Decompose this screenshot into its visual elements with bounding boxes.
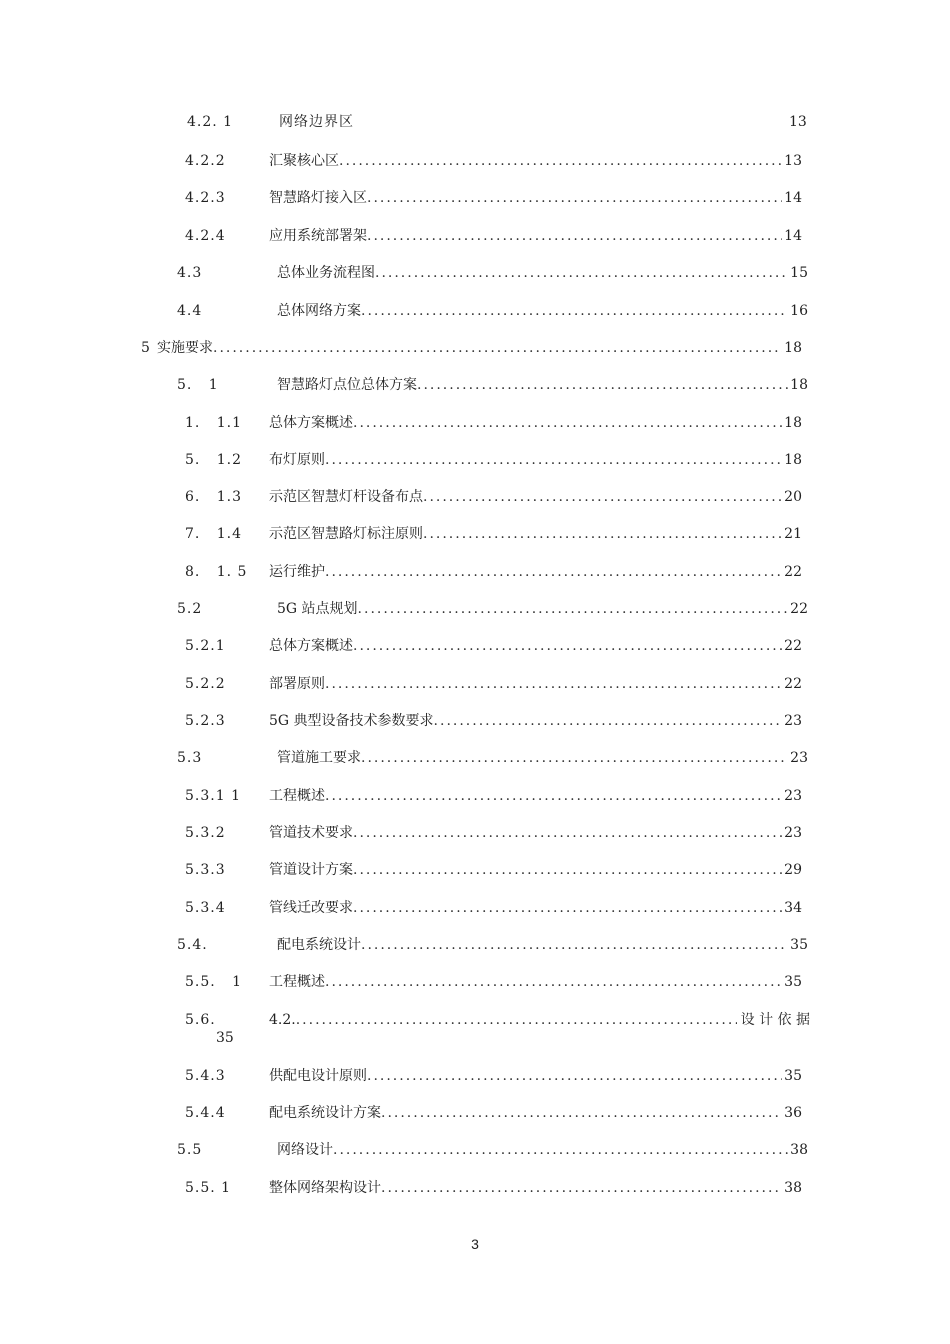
toc-leader-dots [213,337,782,359]
toc-title: 管道技术要求 [269,825,353,841]
toc-title: 总体方案概述 [269,415,353,431]
toc-number: 5.3.1 1 [185,788,241,804]
toc-entry[interactable] [0,561,950,583]
toc-title: 供配电设计原则 [269,1068,367,1084]
toc-number: 5.4.3 [185,1068,226,1084]
toc-entry[interactable] [0,673,950,695]
toc-number: 1. 1.1 [185,415,242,431]
toc-leader-dots [434,710,783,732]
toc-number: 6. 1.3 [185,489,242,505]
toc-leader-dots [325,785,782,807]
toc-leader-dots [367,187,782,209]
toc-number: 7. 1.4 [185,526,242,542]
toc-leader-dots [353,859,782,881]
toc-entry[interactable] [0,337,950,359]
toc-number: 5.3.4 [185,900,226,916]
toc-title: 运行维护 [269,564,325,580]
toc-number: 5. 1.2 [185,452,242,468]
toc-number: 5.3.3 [185,862,226,878]
toc-leader-dots [367,1065,782,1087]
toc-title: 网络设计 [277,1142,333,1158]
toc-entry[interactable] [0,635,950,657]
toc-page-number: 29 [784,862,802,878]
page-footer-number: 3 [471,1236,479,1252]
toc-title: 布灯原则 [269,452,325,468]
toc-page-number: 35 [216,1030,234,1046]
toc-page-number: 18 [784,452,802,468]
toc-number: 5.5. 1 [185,1180,232,1196]
toc-page-number: 23 [784,713,802,729]
toc-number: 5.3 [177,750,203,766]
toc-page-number: 22 [784,638,802,654]
toc-number: 5.6. [185,1012,216,1028]
toc-title: 部署原则 [269,676,325,692]
toc-entry[interactable] [0,187,950,209]
toc-leader-dots [417,374,788,396]
toc-title: 示范区智慧灯杆设备布点 [269,489,423,505]
toc-entry[interactable] [0,262,950,284]
toc-entry[interactable] [0,150,950,172]
toc-entry[interactable] [0,785,950,807]
toc-entry[interactable] [0,1065,950,1087]
toc-entry[interactable] [0,971,950,993]
toc-page-number: 22 [790,601,808,617]
toc-page-number: 38 [790,1142,808,1158]
toc-leader-dots [361,934,788,956]
toc-title: 应用系统部署架 [269,228,367,244]
toc-page-number: 18 [790,377,808,393]
toc-page-number: 22 [784,676,802,692]
toc-page-number: 18 [784,415,802,431]
toc-page-number: 22 [784,564,802,580]
toc-entry[interactable] [0,412,950,434]
toc-leader-dots [296,1009,737,1031]
toc-page-number: 34 [784,900,802,916]
toc-page-number: 23 [784,788,802,804]
toc-leader-dots [361,300,788,322]
toc-entry[interactable] [0,934,950,956]
toc-title: 网络边界区 [279,114,354,130]
toc-title: 配电系统设计方案 [269,1105,381,1121]
toc-number: 5 [141,340,151,356]
toc-leader-dots [381,1177,782,1199]
toc-entry[interactable] [0,225,950,247]
toc-leader-dots [353,897,782,919]
toc-number: 5.2.1 [185,638,226,654]
toc-leader-dots [325,449,782,471]
toc-leader-dots [381,1102,782,1124]
toc-leader-dots [423,523,782,545]
toc-number: 8. 1. 5 [185,564,248,580]
toc-leader-dots [367,225,782,247]
toc-number: 5.2.3 [185,713,226,729]
toc-leader-dots [375,262,788,284]
toc-entry[interactable] [0,859,950,881]
toc-title: 管线迁改要求 [269,900,353,916]
toc-number: 5.4.4 [185,1105,226,1121]
toc-entry[interactable] [0,1139,950,1161]
toc-title: 管道设计方案 [269,862,353,878]
toc-number: 5. 1 [177,377,219,393]
toc-leader-dots [333,1139,788,1161]
toc-leader-dots [353,412,782,434]
toc-title: 整体网络架构设计 [269,1180,381,1196]
toc-leader-dots [358,598,789,620]
toc-number: 4.4 [177,303,203,319]
toc-number: 5.5 [177,1142,203,1158]
toc-entry[interactable] [0,1177,950,1199]
toc-title: 汇聚核心区 [269,153,339,169]
toc-title: 总体网络方案 [277,303,361,319]
toc-number: 5.3.2 [185,825,226,841]
toc-page-number: 36 [784,1105,802,1121]
toc-title: 工程概述 [269,788,325,804]
toc-leader-dots [353,635,782,657]
toc-leader-dots [339,150,782,172]
toc-page-number: 16 [790,303,808,319]
toc-page-number: 20 [784,489,802,505]
toc-leader-dots [353,822,782,844]
toc-leader-dots [361,747,788,769]
toc-page-number: 35 [790,937,808,953]
toc-entry[interactable] [0,374,950,396]
toc-title: 总体业务流程图 [277,265,375,281]
toc-page-number: 18 [784,340,802,356]
toc-number: 5.2.2 [185,676,226,692]
toc-leader-dots [325,673,782,695]
toc-leader-dots [325,561,782,583]
toc-entry[interactable] [0,523,950,545]
toc-entry[interactable] [0,111,950,133]
toc-page-number: 21 [784,526,802,542]
toc-number: 4.2.2 [185,153,226,169]
toc-number: 5.4. [177,937,208,953]
toc-page-number: 15 [790,265,808,281]
toc-title: 5G 典型设备技术参数要求 [269,713,434,729]
toc-number: 4.2.3 [185,190,226,206]
toc-entry[interactable] [0,1009,950,1031]
toc-title: 实施要求 [157,340,213,356]
toc-title: 4.2. [269,1012,296,1028]
toc-title: 智慧路灯接入区 [269,190,367,206]
toc-entry[interactable] [0,1102,950,1124]
toc-entry[interactable] [0,598,950,620]
toc-number: 4.3 [177,265,203,281]
toc-title: 5G 站点规划 [277,601,358,617]
toc-page-number: 38 [784,1180,802,1196]
toc-page-number: 14 [784,228,802,244]
toc-subtitle: 设 计 依 据 [740,1012,810,1028]
toc-title: 智慧路灯点位总体方案 [277,377,417,393]
toc-title: 配电系统设计 [277,937,361,953]
toc-page-number: 35 [784,974,802,990]
toc-entry[interactable] [0,449,950,471]
toc-entry[interactable] [0,486,950,508]
toc-leader-dots [325,971,782,993]
toc-number: 4.2.4 [185,228,226,244]
toc-page-number: 13 [784,153,802,169]
toc-number: 4.2. 1 [187,114,234,130]
toc-leader-dots [423,486,782,508]
toc-page-number: 14 [784,190,802,206]
toc-title: 示范区智慧路灯标注原则 [269,526,423,542]
toc-title: 工程概述 [269,974,325,990]
toc-page-number: 23 [784,825,802,841]
toc-page-number: 23 [790,750,808,766]
toc-entry[interactable] [0,897,950,919]
toc-number: 5.2 [177,601,203,617]
toc-entry[interactable] [0,822,950,844]
toc-entry[interactable] [0,710,950,732]
toc-page-number: 35 [784,1068,802,1084]
toc-number: 5.5. 1 [185,974,242,990]
toc-entry[interactable] [0,300,950,322]
toc-title: 总体方案概述 [269,638,353,654]
toc-title: 管道施工要求 [277,750,361,766]
toc-entry[interactable] [0,747,950,769]
toc-page-number: 13 [789,114,807,130]
